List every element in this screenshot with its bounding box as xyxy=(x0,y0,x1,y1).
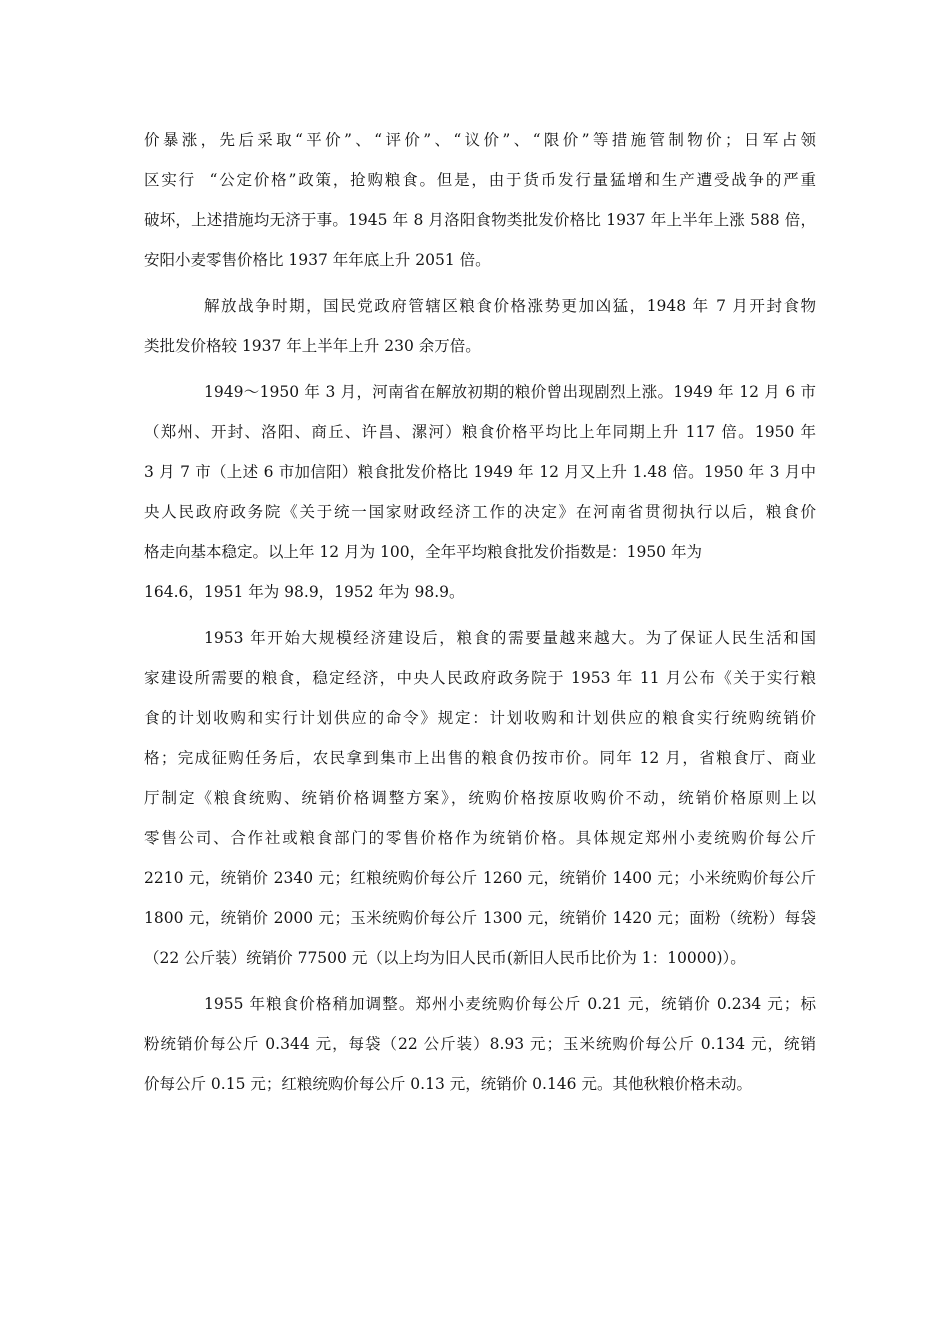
text-line: 价每公斤 0.15 元；红粮统购价每公斤 0.13 元，统销价 0.146 元。其他秋粮价格未动。 xyxy=(144,1075,752,1093)
document-body xyxy=(144,123,816,1113)
text-line: 家建设所需要的粮食，稳定经济，中央人民政府政务院于 1953 年 11 月公布《关于实行粮 xyxy=(144,669,816,687)
text-line: 零售公司、合作社或粮食部门的零售价格作为统销价格。具体规定郑州小麦统购价每公斤 xyxy=(144,829,816,847)
paragraph-1 xyxy=(144,123,816,283)
text-line: 格走向基本稳定。以上年 12 月为 100，全年平均粮食批发价指数是：1950 年为 xyxy=(144,543,702,561)
text-line: 价暴涨，先后采取“平价”、“评价”、“议价”、“限价”等措施管制物价；日军占领 xyxy=(144,131,816,149)
text-line: 164.6，1951 年为 98.9，1952 年为 98.9。 xyxy=(144,583,465,601)
text-line: 1800 元，统销价 2000 元；玉米统购价每公斤 1300 元，统销价 1420 元；面粉（统粉）每袋 xyxy=(144,909,816,927)
paragraph-2 xyxy=(144,289,816,369)
text-line: 破坏，上述措施均无济于事。1945 年 8 月洛阳食物类批发价格比 1937 年上半年上涨 588 倍， xyxy=(144,211,816,229)
text-line: 粉统销价每公斤 0.344 元，每袋（22 公斤装）8.93 元；玉米统购价每公斤 0.134 元，统销 xyxy=(144,1035,816,1053)
text-line: 厅制定《粮食统购、统销价格调整方案》，统购价格按原收购价不动，统销价格原则上以 xyxy=(144,789,816,807)
text-line: 1955 年粮食价格稍加调整。郑州小麦统购价每公斤 0.21 元，统销价 0.234 元；标 xyxy=(204,995,816,1013)
text-line: （22 公斤装）统销价 77500 元（以上均为旧人民币(新旧人民币比价为 1：10000)）。 xyxy=(144,949,746,967)
paragraph-5 xyxy=(144,987,816,1107)
text-line: （郑州、开封、洛阳、商丘、许昌、漯河）粮食价格平均比上年同期上升 117 倍。1950 年 xyxy=(144,423,816,441)
text-line: 1949～1950 年 3 月，河南省在解放初期的粮价曾出现剧烈上涨。1949 年 12 月 6 市 xyxy=(204,383,816,401)
text-line: 区实行 “公定价格”政策，抢购粮食。但是，由于货币发行量猛增和生产遭受战争的严重 xyxy=(144,171,816,189)
paragraph-4 xyxy=(144,621,816,981)
text-line: 解放战争时期，国民党政府管辖区粮食价格涨势更加凶猛，1948 年 7 月开封食物 xyxy=(204,297,816,315)
text-line: 2210 元，统销价 2340 元；红粮统购价每公斤 1260 元，统销价 1400 元；小米统购价每公斤 xyxy=(144,869,816,887)
text-line: 3 月 7 市（上述 6 市加信阳）粮食批发价格比 1949 年 12 月又上升 1.48 倍。1950 年 3 月中 xyxy=(144,463,816,481)
text-line: 安阳小麦零售价格比 1937 年年底上升 2051 倍。 xyxy=(144,251,491,269)
text-line: 格；完成征购任务后，农民拿到集市上出售的粮食仍按市价。同年 12 月，省粮食厅、商业 xyxy=(144,749,816,767)
text-line: 央人民政府政务院《关于统一国家财政经济工作的决定》在河南省贯彻执行以后，粮食价 xyxy=(144,503,816,521)
text-line: 1953 年开始大规模经济建设后，粮食的需要量越来越大。为了保证人民生活和国 xyxy=(204,629,816,647)
text-line: 类批发价格较 1937 年上半年上升 230 余万倍。 xyxy=(144,337,481,355)
text-line: 食的计划收购和实行计划供应的命令》规定：计划收购和计划供应的粮食实行统购统销价 xyxy=(144,709,816,727)
paragraph-3 xyxy=(144,375,816,615)
